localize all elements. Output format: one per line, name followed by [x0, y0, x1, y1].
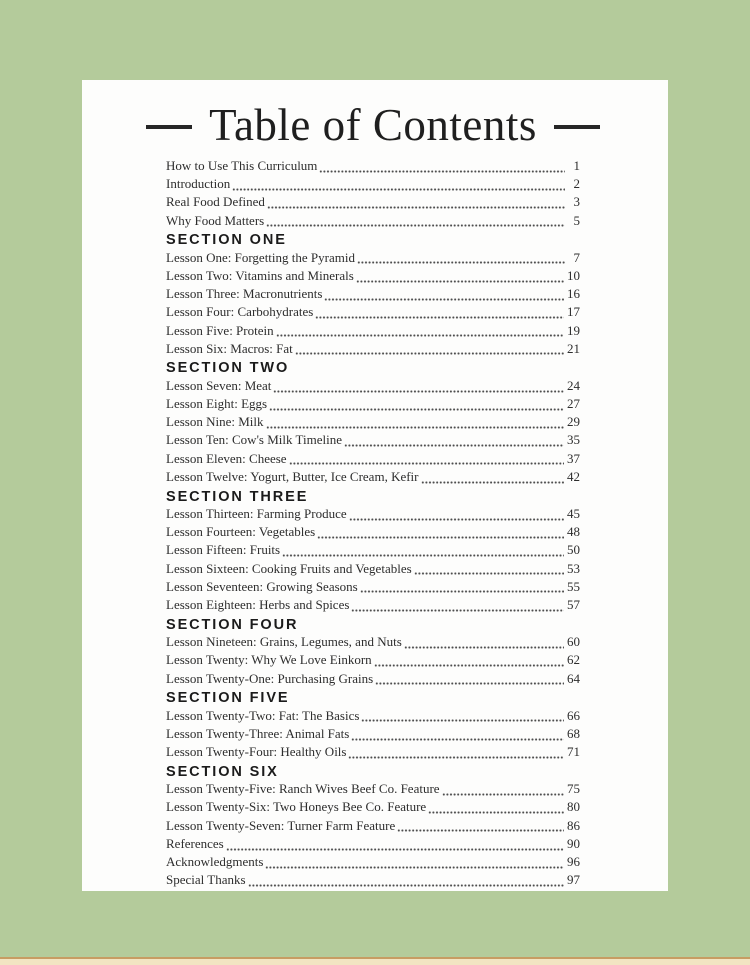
- dot-leader: [282, 554, 564, 557]
- toc-page-number: 64: [567, 670, 580, 686]
- dot-leader: [442, 793, 564, 796]
- toc-entry-label: Lesson Seventeen: Growing Seasons: [166, 578, 358, 594]
- toc-entry-row: [166, 818, 580, 836]
- toc-entry-row: [166, 250, 580, 268]
- toc-section-row: [166, 762, 580, 781]
- toc-entry-label: Lesson Four: Carbohydrates: [166, 304, 314, 320]
- toc-page-number: 48: [567, 524, 580, 540]
- dot-leader: [375, 682, 564, 685]
- toc-entry-label: References: [166, 835, 224, 851]
- toc-section-row: [166, 689, 580, 708]
- toc-page-number: 86: [567, 817, 580, 833]
- toc-page-number: 7: [573, 249, 580, 265]
- toc-entry-row: [166, 872, 580, 890]
- toc-entry-label: Lesson One: Forgetting the Pyramid: [166, 249, 355, 265]
- dot-leader: [421, 481, 565, 484]
- toc-page-number: 16: [567, 286, 580, 302]
- toc-entry-row: [166, 268, 580, 286]
- toc-entry-row: [166, 579, 580, 597]
- toc-entry-label: Lesson Six: Macros: Fat: [166, 340, 293, 356]
- toc-section-label: SECTION FOUR: [166, 616, 299, 633]
- dot-leader: [357, 261, 565, 264]
- dot-leader: [319, 170, 565, 173]
- toc-entry-label: Lesson Twenty-Six: Two Honeys Bee Co. Feature: [166, 799, 427, 815]
- toc-page-number: 53: [567, 560, 580, 576]
- toc-page-number: 55: [567, 578, 580, 594]
- toc-page-number: 66: [567, 707, 580, 723]
- toc-entry-label: Lesson Fifteen: Fruits: [166, 542, 281, 558]
- toc-entry-row: [166, 396, 580, 414]
- table-of-contents: [166, 158, 580, 890]
- toc-entry-label: Lesson Eight: Eggs: [166, 396, 268, 412]
- page-title: Table of Contents: [209, 99, 537, 150]
- dot-leader: [324, 298, 564, 301]
- toc-entry-row: [166, 213, 580, 231]
- toc-entry-row: [166, 194, 580, 212]
- page-title-row: [166, 96, 580, 154]
- dot-leader: [267, 206, 565, 209]
- dot-leader: [360, 590, 564, 593]
- toc-entry-row: [166, 158, 580, 176]
- toc-entry-label: Lesson Sixteen: Cooking Fruits and Vegetables: [166, 560, 412, 576]
- toc-entry-row: [166, 744, 580, 762]
- document-page: [82, 80, 668, 891]
- dot-leader: [265, 866, 564, 869]
- toc-page-number: 57: [567, 596, 580, 612]
- toc-page-number: 37: [567, 450, 580, 466]
- toc-section-row: [166, 487, 580, 506]
- dot-leader: [266, 426, 565, 429]
- dot-leader: [374, 664, 564, 667]
- toc-entry-row: [166, 542, 580, 560]
- toc-entry-row: [166, 781, 580, 799]
- toc-page-number: 29: [567, 414, 580, 430]
- toc-entry-label: Lesson Seven: Meat: [166, 377, 272, 393]
- dot-leader: [317, 536, 564, 539]
- dot-leader: [232, 188, 565, 191]
- toc-entry-row: [166, 323, 580, 341]
- toc-page-number: 24: [567, 377, 580, 393]
- dot-leader: [295, 352, 564, 355]
- toc-section-row: [166, 231, 580, 250]
- toc-page-number: 1: [573, 158, 580, 173]
- dot-leader: [356, 280, 564, 283]
- toc-entry-row: [166, 432, 580, 450]
- toc-page-number: 96: [567, 854, 580, 869]
- toc-entry-label: Lesson Twenty: Why We Love Einkorn: [166, 652, 372, 668]
- toc-entry-row: [166, 304, 580, 322]
- toc-entry-label: Real Food Defined: [166, 194, 265, 210]
- toc-entry-row: [166, 561, 580, 579]
- toc-entry-label: Lesson Twenty-Five: Ranch Wives Beef Co. Feature: [166, 781, 440, 797]
- toc-page-number: 3: [573, 194, 580, 210]
- toc-entry-row: [166, 286, 580, 304]
- toc-entry-label: Lesson Twenty-Seven: Turner Farm Feature: [166, 817, 396, 833]
- toc-page-number: 60: [567, 634, 580, 650]
- dot-leader: [404, 646, 564, 649]
- toc-page-number: 17: [567, 304, 580, 320]
- toc-entry-row: [166, 634, 580, 652]
- toc-entry-row: [166, 652, 580, 670]
- toc-section-label: SECTION TWO: [166, 360, 290, 377]
- toc-page-number: 45: [567, 506, 580, 521]
- toc-page-number: 5: [573, 212, 580, 228]
- toc-entry-label: Lesson Thirteen: Farming Produce: [166, 506, 347, 521]
- toc-entry-row: [166, 524, 580, 542]
- toc-page-number: 21: [567, 340, 580, 356]
- dot-leader: [248, 884, 564, 887]
- dot-leader: [361, 719, 564, 722]
- toc-entry-label: Lesson Twenty-Two: Fat: The Basics: [166, 707, 360, 723]
- toc-entry-row: [166, 726, 580, 744]
- toc-section-label: SECTION ONE: [166, 232, 287, 249]
- toc-entry-label: Lesson Three: Macronutrients: [166, 286, 323, 302]
- dot-leader: [226, 848, 564, 851]
- toc-entry-row: [166, 506, 580, 524]
- toc-entry-label: Introduction: [166, 176, 231, 192]
- toc-entry-row: [166, 708, 580, 726]
- toc-entry-label: Lesson Five: Protein: [166, 322, 274, 338]
- dot-leader: [414, 572, 564, 575]
- dot-leader: [289, 462, 564, 465]
- dot-leader: [273, 390, 564, 393]
- toc-page-number: 50: [567, 542, 580, 558]
- toc-page-number: 2: [573, 176, 580, 192]
- toc-entry-label: How to Use This Curriculum: [166, 158, 318, 173]
- toc-page-number: 90: [567, 835, 580, 851]
- toc-page-number: 97: [567, 872, 580, 888]
- toc-entry-label: Lesson Twenty-One: Purchasing Grains: [166, 670, 374, 686]
- toc-page-number: 19: [567, 322, 580, 338]
- toc-entry-label: Lesson Two: Vitamins and Minerals: [166, 267, 354, 283]
- toc-entry-label: Lesson Twenty-Three: Animal Fats: [166, 725, 350, 741]
- toc-page-number: 80: [567, 799, 580, 815]
- toc-entry-row: [166, 854, 580, 872]
- toc-entry-row: [166, 469, 580, 487]
- toc-entry-label: Lesson Eleven: Cheese: [166, 450, 287, 466]
- toc-entry-row: [166, 836, 580, 854]
- dot-leader: [348, 756, 564, 759]
- dot-leader: [344, 444, 564, 447]
- toc-entry-label: Lesson Twenty-Four: Healthy Oils: [166, 744, 347, 760]
- toc-entry-row: [166, 799, 580, 817]
- toc-page-number: 35: [567, 432, 580, 448]
- dot-leader: [351, 609, 564, 612]
- toc-entry-label: Special Thanks: [166, 872, 246, 888]
- toc-section-label: SECTION THREE: [166, 488, 309, 505]
- toc-page-number: 75: [567, 781, 580, 797]
- toc-entry-label: Lesson Ten: Cow's Milk Timeline: [166, 432, 342, 448]
- dot-leader: [349, 518, 564, 521]
- dot-leader: [397, 829, 564, 832]
- dot-leader: [266, 224, 565, 227]
- toc-page-number: 68: [567, 725, 580, 741]
- toc-entry-row: [166, 341, 580, 359]
- toc-entry-label: Lesson Nine: Milk: [166, 414, 264, 430]
- toc-page-number: 42: [567, 468, 580, 484]
- toc-entry-row: [166, 414, 580, 432]
- toc-section-label: SECTION SIX: [166, 763, 279, 780]
- toc-entry-row: [166, 176, 580, 194]
- toc-section-row: [166, 615, 580, 634]
- toc-entry-label: Lesson Twelve: Yogurt, Butter, Ice Cream, Kefir: [166, 468, 419, 484]
- toc-entry-label: Lesson Eighteen: Herbs and Spices: [166, 596, 350, 612]
- dot-leader: [351, 738, 564, 741]
- toc-entry-label: Lesson Fourteen: Vegetables: [166, 524, 316, 540]
- toc-section-row: [166, 359, 580, 378]
- toc-section-label: SECTION FIVE: [166, 690, 290, 707]
- toc-entry-row: [166, 451, 580, 469]
- dot-leader: [276, 334, 564, 337]
- toc-page-number: 27: [567, 396, 580, 412]
- toc-entry-label: Why Food Matters: [166, 212, 265, 228]
- toc-entry-row: [166, 597, 580, 615]
- dot-leader: [269, 408, 564, 411]
- footer-band: [0, 957, 750, 965]
- dot-leader: [428, 811, 564, 814]
- toc-entry-label: Acknowledgments: [166, 854, 264, 869]
- toc-entry-label: Lesson Nineteen: Grains, Legumes, and Nuts: [166, 634, 402, 650]
- toc-page-number: 10: [567, 267, 580, 283]
- dot-leader: [315, 316, 564, 319]
- toc-page-number: 62: [567, 652, 580, 668]
- title-dash-left-icon: [146, 125, 192, 129]
- toc-entry-row: [166, 378, 580, 396]
- title-dash-right-icon: [554, 125, 600, 129]
- toc-entry-row: [166, 671, 580, 689]
- toc-page-number: 71: [567, 744, 580, 760]
